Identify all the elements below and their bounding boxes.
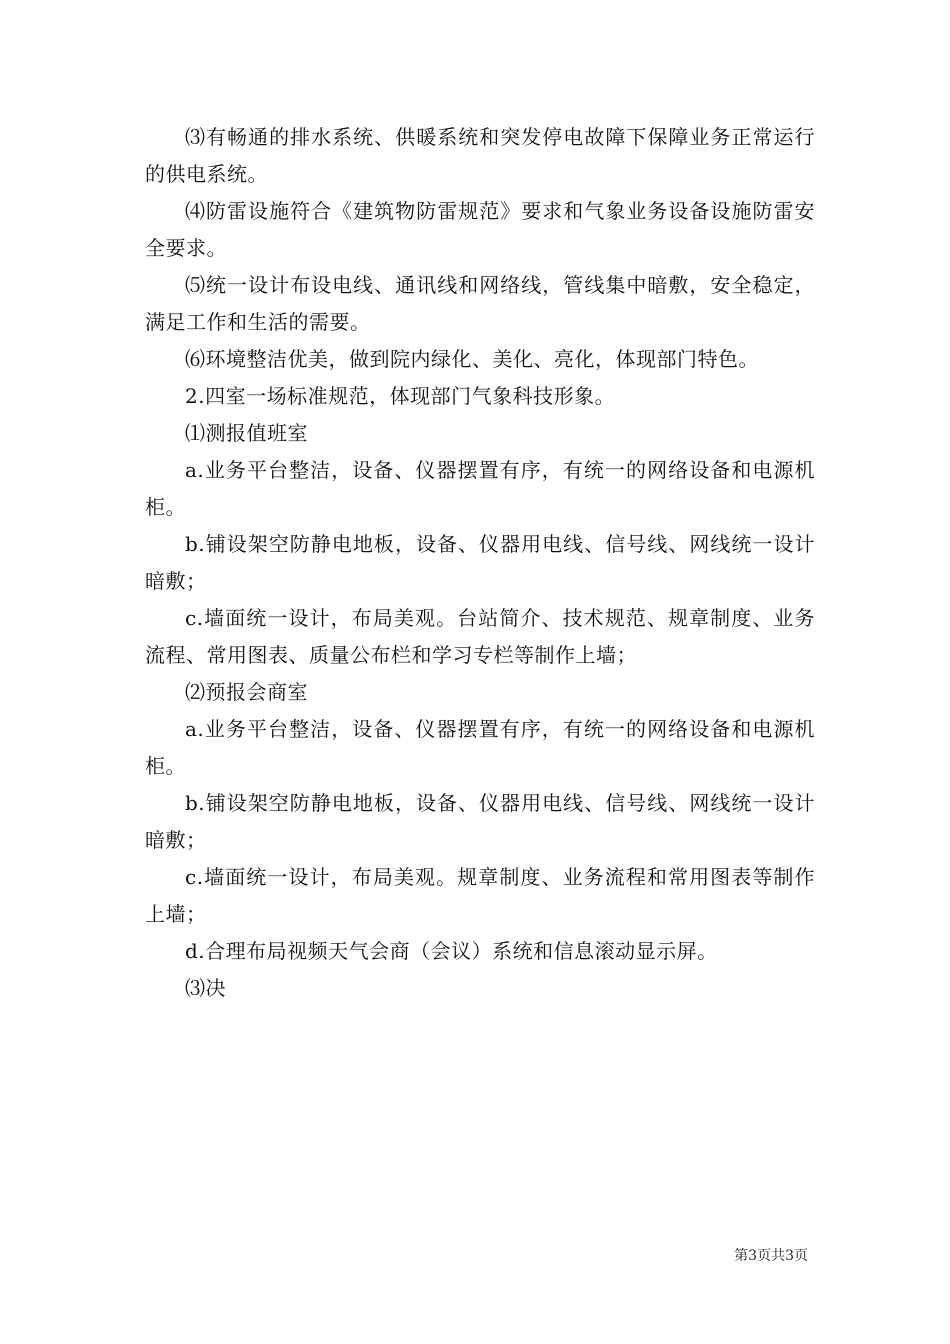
document-body [145, 119, 815, 1007]
section-heading: 2.四室一场标准规范，体现部门气象科技形象。 [185, 384, 616, 408]
page-number: 第3页共3页 [734, 1248, 808, 1264]
paragraph: ⑸统一设计布设电线、通讯线和网络线，管线集中暗敷，安全稳定，满足工作和生活的需要。 [145, 273, 815, 334]
list-item: b.铺设架空防静电地板，设备、仪器用电线、信号线、网线统一设计暗敷； [145, 532, 815, 593]
paragraph: ⑹环境整洁优美，做到院内绿化、美化、亮化，体现部门特色。 [185, 347, 759, 371]
list-item: b.铺设架空防静电地板，设备、仪器用电线、信号线、网线统一设计暗敷； [145, 791, 815, 852]
list-item: a.业务平台整洁，设备、仪器摆置有序，有统一的网络设备和电源机柜。 [145, 458, 815, 519]
list-item: d.合理布局视频天气会商（会议）系统和信息滚动显示屏。 [185, 939, 718, 963]
paragraph: ⑶有畅通的排水系统、供暖系统和突发停电故障下保障业务正常运行的供电系统。 [145, 125, 815, 186]
paragraph: ⑷防雷设施符合《建筑物防雷规范》要求和气象业务设备设施防雷安全要求。 [145, 199, 815, 260]
subsection-heading: ⑵预报会商室 [185, 680, 308, 704]
list-item: c.墙面统一设计，布局美观。规章制度、业务流程和常用图表等制作上墙； [145, 865, 815, 926]
subsection-heading: ⑴测报值班室 [185, 421, 308, 445]
subsection-heading: ⑶决 [185, 976, 226, 1000]
list-item: a.业务平台整洁，设备、仪器摆置有序，有统一的网络设备和电源机柜。 [145, 717, 815, 778]
list-item: c.墙面统一设计，布局美观。台站简介、技术规范、规章制度、业务流程、常用图表、质量公布栏和学习专栏等制作上墙； [145, 606, 815, 667]
